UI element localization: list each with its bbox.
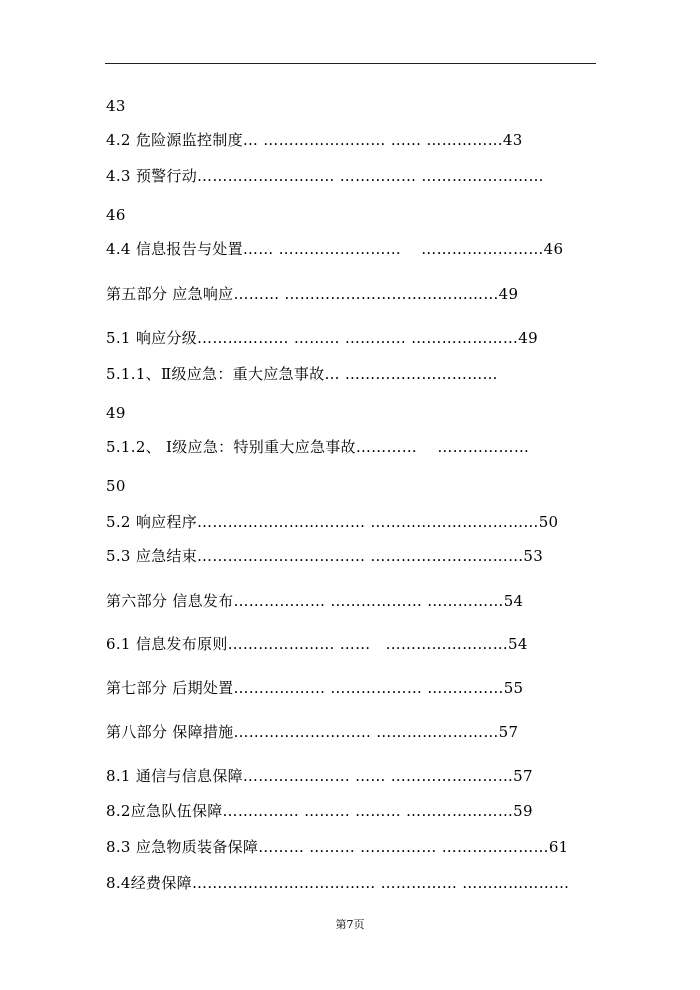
toc-line[interactable]: 4.4 信息报告与处置…… …………………… ……………………46 bbox=[106, 240, 564, 258]
toc-line[interactable]: 第六部分 信息发布……………… ……………… ……………54 bbox=[106, 592, 524, 610]
toc-line[interactable]: 8.1 通信与信息保障………………… …… ……………………57 bbox=[106, 767, 533, 785]
toc-line[interactable]: 43 bbox=[106, 97, 126, 115]
toc-line[interactable]: 5.3 应急结束…………………………… …………………………53 bbox=[106, 547, 544, 565]
toc-line[interactable]: 50 bbox=[106, 477, 126, 495]
toc-line[interactable]: 6.1 信息发布原则………………… …… ……………………54 bbox=[106, 635, 528, 653]
toc-line[interactable]: 5.1.1、Ⅱ级应急：重大应急事故… ………………………… bbox=[106, 365, 498, 383]
toc-line[interactable]: 46 bbox=[106, 206, 126, 224]
toc-line[interactable]: 5.2 响应程序…………………………… ……………………………50 bbox=[106, 513, 559, 531]
toc-line[interactable]: 4.3 预警行动……………………… …………… …………………… bbox=[106, 167, 544, 185]
header-rule bbox=[105, 63, 596, 64]
toc-line[interactable]: 第八部分 保障措施……………………… ……………………57 bbox=[106, 723, 519, 741]
toc-line[interactable]: 49 bbox=[106, 404, 126, 422]
toc-line[interactable]: 第五部分 应急响应……… ……………………………………49 bbox=[106, 285, 519, 303]
toc-line[interactable]: 4.2 危险源监控制度… …………………… …… ……………43 bbox=[106, 131, 523, 149]
toc-line[interactable]: 8.2应急队伍保障…………… ……… ……… …………………59 bbox=[106, 802, 533, 820]
toc-line[interactable]: 8.4经费保障……………………………… …………… ………………… bbox=[106, 874, 570, 892]
toc-line[interactable]: 5.1.2、 Ⅰ级应急：特别重大应急事故………… ……………… bbox=[106, 438, 530, 456]
toc-line[interactable]: 8.3 应急物质装备保障……… ……… …………… …………………61 bbox=[106, 838, 569, 856]
toc-line[interactable]: 第七部分 后期处置……………… ……………… ……………55 bbox=[106, 679, 524, 697]
page-number: 第7页 bbox=[335, 918, 365, 931]
toc-line[interactable]: 5.1 响应分级……………… ……… ………… …………………49 bbox=[106, 329, 538, 347]
